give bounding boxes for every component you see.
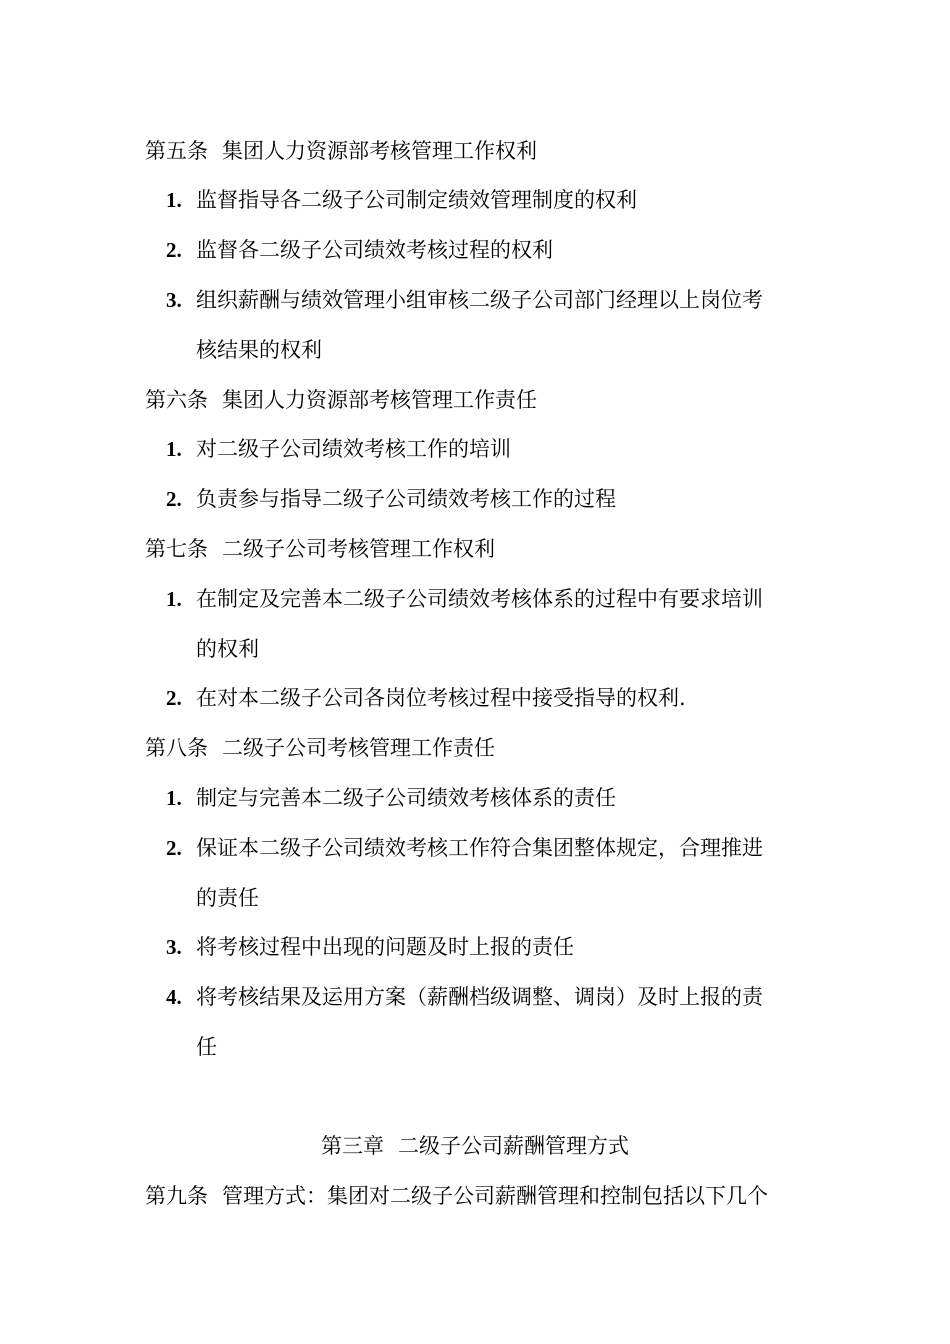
item-number: 4. — [166, 985, 182, 1009]
item-text: 对二级子公司绩效考核工作的培训 — [196, 437, 511, 461]
item-text-continued: 任 — [196, 1035, 217, 1059]
article-text: 管理方式：集团对二级子公司薪酬管理和控制包括以下几个 — [222, 1184, 768, 1208]
chapter-heading — [0, 1131, 950, 1161]
item-text: 将考核过程中出现的问题及时上报的责任 — [196, 935, 574, 959]
chapter-label: 第三章 — [321, 1134, 384, 1158]
article-9-heading — [145, 1181, 768, 1211]
article-label: 第八条 — [145, 736, 208, 760]
item-text: 将考核结果及运用方案（薪酬档级调整、调岗）及时上报的责 — [196, 985, 763, 1009]
item-number: 2. — [166, 238, 182, 262]
article-title: 集团人力资源部考核管理工作权利 — [222, 139, 537, 163]
item-number: 3. — [166, 935, 182, 959]
article-label: 第九条 — [145, 1184, 208, 1208]
article-8-heading — [145, 733, 495, 763]
item-number: 1. — [166, 188, 182, 212]
article-7-heading — [145, 534, 495, 564]
item-text: 负责参与指导二级子公司绩效考核工作的过程 — [196, 487, 616, 511]
item-number: 1. — [166, 587, 182, 611]
item-text: 监督各二级子公司绩效考核过程的权利 — [196, 238, 553, 262]
item-text: 制定与完善本二级子公司绩效考核体系的责任 — [196, 786, 616, 810]
item-text-continued: 的权利 — [196, 637, 259, 661]
item-number: 3. — [166, 288, 182, 312]
article-label: 第七条 — [145, 537, 208, 561]
item-text: 在对本二级子公司各岗位考核过程中接受指导的权利. — [196, 686, 686, 710]
item-number: 2. — [166, 686, 182, 710]
article-5-heading — [145, 136, 537, 166]
item-number: 2. — [166, 836, 182, 860]
item-text: 保证本二级子公司绩效考核工作符合集团整体规定，合理推进 — [196, 836, 763, 860]
item-number: 2. — [166, 487, 182, 511]
item-text: 在制定及完善本二级子公司绩效考核体系的过程中有要求培训 — [196, 587, 763, 611]
item-text-continued: 的责任 — [196, 886, 259, 910]
item-number: 1. — [166, 786, 182, 810]
article-title: 集团人力资源部考核管理工作责任 — [222, 388, 537, 412]
article-title: 二级子公司考核管理工作权利 — [222, 537, 495, 561]
item-text: 组织薪酬与绩效管理小组审核二级子公司部门经理以上岗位考 — [196, 288, 763, 312]
article-6-heading — [145, 385, 537, 415]
item-number: 1. — [166, 437, 182, 461]
article-label: 第六条 — [145, 388, 208, 412]
item-text: 监督指导各二级子公司制定绩效管理制度的权利 — [196, 188, 637, 212]
article-label: 第五条 — [145, 139, 208, 163]
article-title: 二级子公司考核管理工作责任 — [222, 736, 495, 760]
item-text-continued: 核结果的权利 — [196, 338, 322, 362]
chapter-title: 二级子公司薪酬管理方式 — [398, 1134, 629, 1158]
